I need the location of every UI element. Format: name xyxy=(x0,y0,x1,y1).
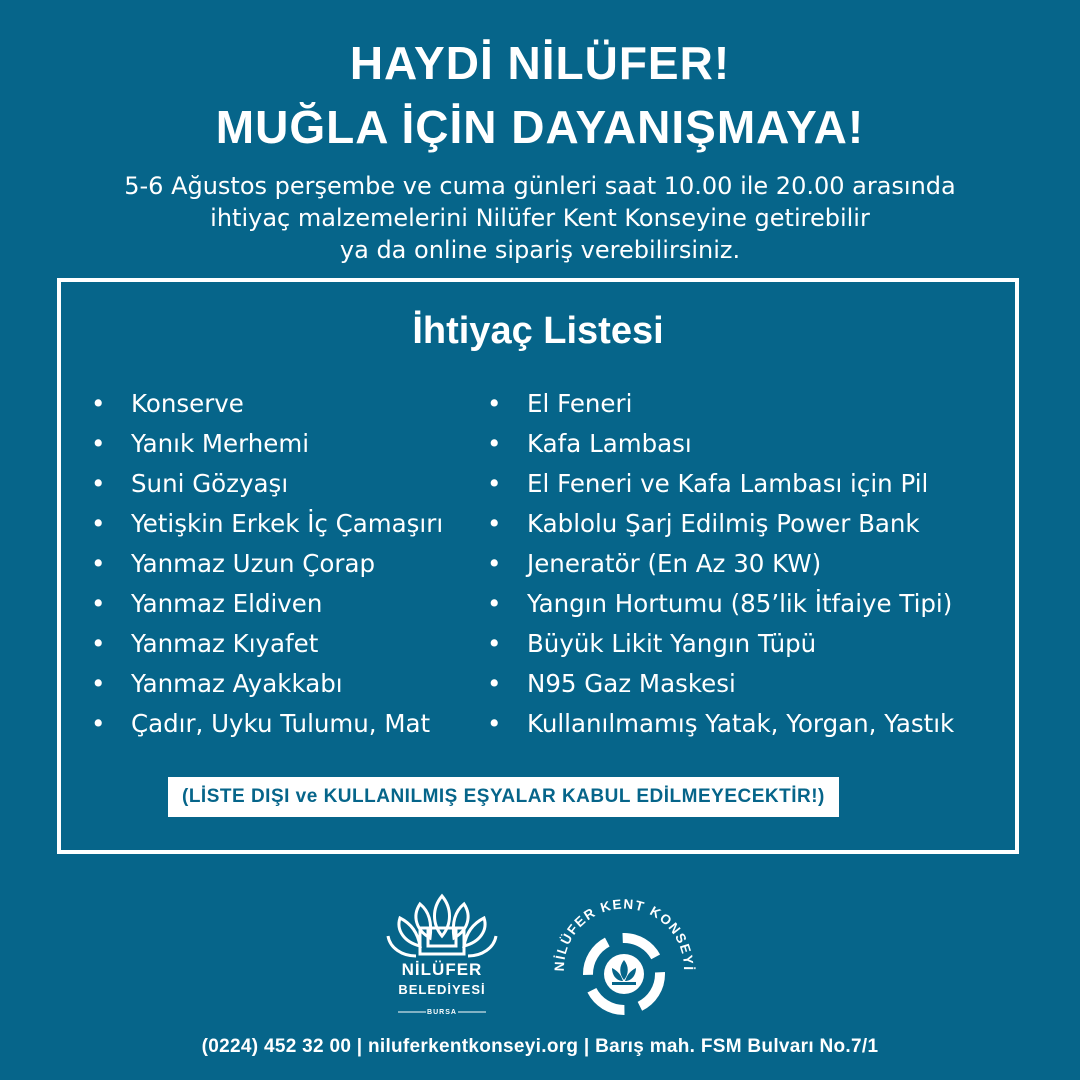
bullet-icon: • xyxy=(487,629,502,658)
list-item xyxy=(89,384,443,424)
belediye-name: NİLÜFER xyxy=(401,960,483,979)
bullet-icon: • xyxy=(487,429,502,458)
list-item-label: Kafa Lambası xyxy=(527,429,692,458)
list-item xyxy=(485,384,954,424)
list-item xyxy=(485,584,954,624)
list-item xyxy=(89,544,443,584)
list-item-label: Jeneratör (En Az 30 KW) xyxy=(527,549,822,578)
belediye-city: BURSA xyxy=(427,1009,457,1016)
belediye-rule xyxy=(398,1002,486,1022)
needs-list-left xyxy=(89,384,443,744)
list-item xyxy=(485,704,954,744)
list-item-label: El Feneri ve Kafa Lambası için Pil xyxy=(527,469,929,498)
list-item-label: Büyük Likit Yangın Tüpü xyxy=(527,629,817,658)
list-item xyxy=(485,624,954,664)
bullet-icon: • xyxy=(487,509,502,538)
list-item-label: Yanmaz Kıyafet xyxy=(131,629,319,658)
bullet-icon: • xyxy=(91,669,106,698)
list-item xyxy=(485,664,954,704)
list-item-label: Yangın Hortumu (85’lik İtfaiye Tipi) xyxy=(527,589,953,618)
list-item xyxy=(89,664,443,704)
list-item-label: Kullanılmamış Yatak, Yorgan, Yastık xyxy=(527,709,955,738)
bullet-icon: • xyxy=(487,389,502,418)
belediye-sub: BELEDİYESİ xyxy=(398,982,486,997)
bullet-icon: • xyxy=(91,429,106,458)
list-item-label: N95 Gaz Maskesi xyxy=(527,669,736,698)
list-item-label: Suni Gözyaşı xyxy=(131,469,289,498)
list-item xyxy=(485,504,954,544)
list-item-label: Yanmaz Eldiven xyxy=(131,589,323,618)
list-item xyxy=(89,624,443,664)
list-item xyxy=(485,424,954,464)
bullet-icon: • xyxy=(91,709,106,738)
lotus-icon xyxy=(388,896,496,956)
needs-list-box xyxy=(57,278,1019,854)
list-item-label: Yanık Merhemi xyxy=(131,429,310,458)
list-item xyxy=(89,584,443,624)
bullet-icon: • xyxy=(91,469,106,498)
list-item-label: Konserve xyxy=(131,389,244,418)
list-item-label: Çadır, Uyku Tulumu, Mat xyxy=(131,709,431,738)
list-item-label: Kablolu Şarj Edilmiş Power Bank xyxy=(527,509,920,538)
bullet-icon: • xyxy=(91,629,106,658)
headline-line-2: MUĞLA İÇİN DAYANIŞMAYA! xyxy=(215,101,865,153)
bullet-icon: • xyxy=(487,589,502,618)
list-item xyxy=(89,504,443,544)
bullet-icon: • xyxy=(487,549,502,578)
list-item-label: Yanmaz Ayakkabı xyxy=(131,669,343,698)
bullet-icon: • xyxy=(91,549,106,578)
bullet-icon: • xyxy=(91,389,106,418)
headline-line-1: HAYDİ NİLÜFER! xyxy=(349,37,731,89)
intro-line-2: ihtiyaç malzemelerini Nilüfer Kent Konseyine getirebilir xyxy=(210,204,870,232)
footer-contact: (0224) 452 32 00 | niluferkentkonseyi.org | Barış mah. FSM Bulvarı No.7/1 xyxy=(201,1036,879,1057)
list-item xyxy=(89,704,443,744)
list-item-label: Yanmaz Uzun Çorap xyxy=(131,549,376,578)
needs-list-right xyxy=(485,384,954,744)
bullet-icon: • xyxy=(487,709,502,738)
kent-konseyi-logo xyxy=(548,888,700,1040)
list-item xyxy=(485,544,954,584)
intro-text xyxy=(20,170,1060,266)
list-item xyxy=(485,464,954,504)
list-item xyxy=(89,424,443,464)
intro-line-1: 5-6 Ağustos perşembe ve cuma günleri saat 10.00 ile 20.00 arasında xyxy=(124,172,956,200)
notice-banner: (LİSTE DIŞI ve KULLANILMIŞ EŞYALAR KABUL EDİLMEYECEKTİR!) xyxy=(168,777,839,817)
bullet-icon: • xyxy=(487,469,502,498)
bullet-icon: • xyxy=(487,669,502,698)
bullet-icon: • xyxy=(91,509,106,538)
bullet-icon: • xyxy=(91,589,106,618)
needs-list-title: İhtiyaç Listesi xyxy=(412,310,664,352)
kent-konseyi-name: NİLÜFER KENT KONSEYİ xyxy=(551,896,697,972)
list-item-label: El Feneri xyxy=(527,389,633,418)
list-item-label: Yetişkin Erkek İç Çamaşırı xyxy=(131,509,444,538)
list-item xyxy=(89,464,443,504)
intro-line-3: ya da online sipariş verebilirsiniz. xyxy=(339,236,741,264)
